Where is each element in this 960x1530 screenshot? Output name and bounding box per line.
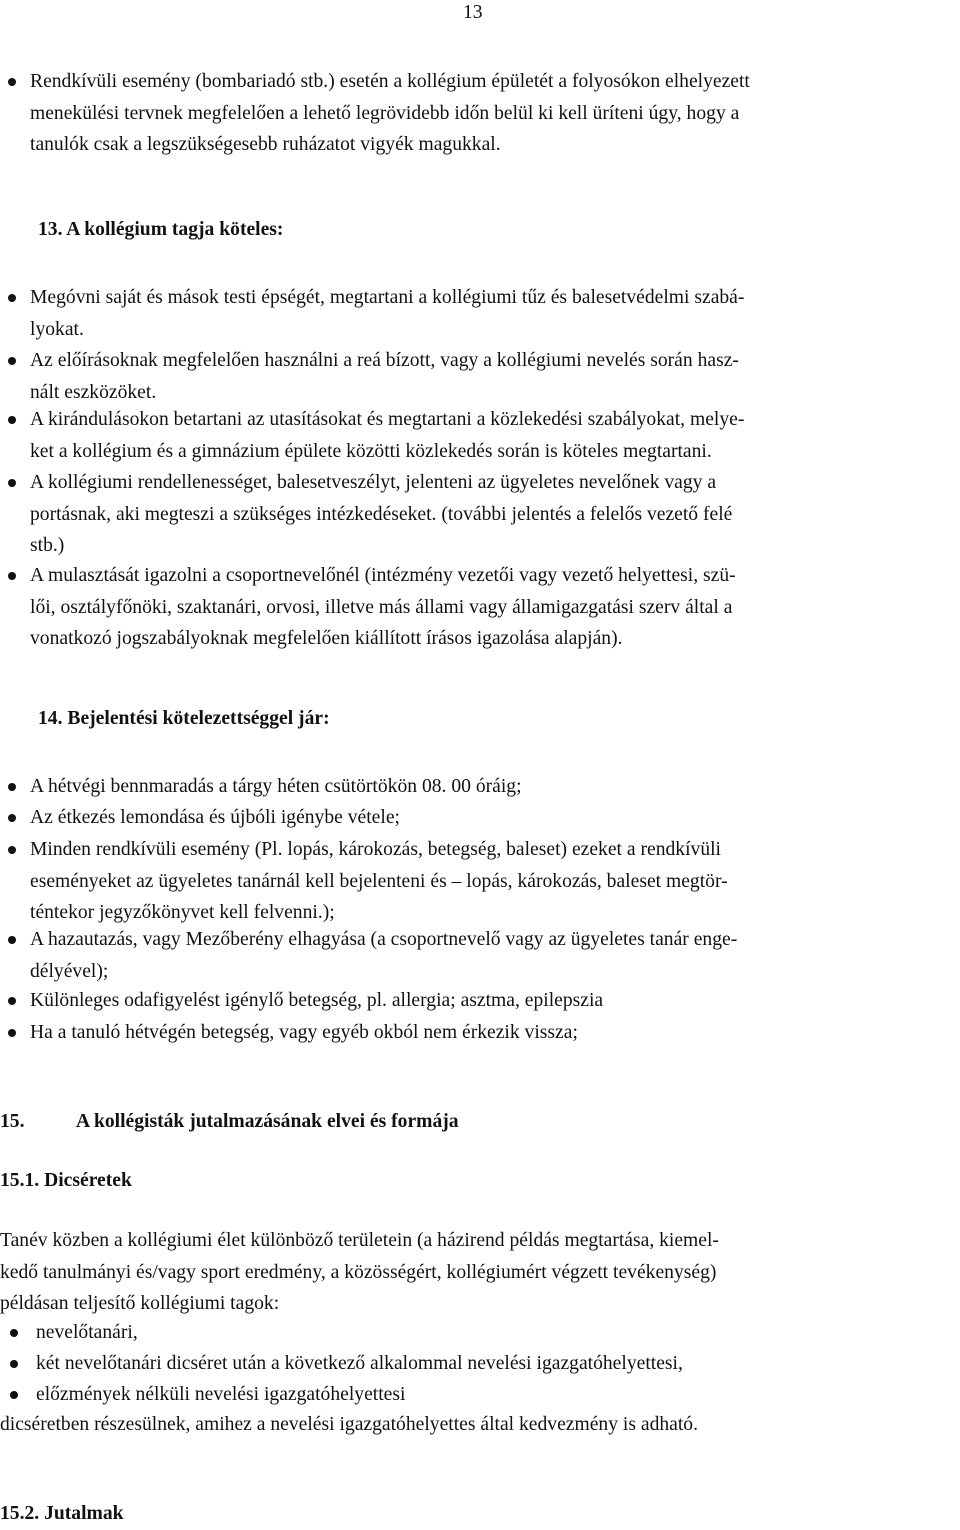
text-line: kedő tanulmányi és/vagy sport eredmény, a közösségért, kollégiumért végzett tevékenység) <box>0 1261 717 1283</box>
bullet-icon <box>8 572 16 580</box>
bullet-icon <box>8 416 16 424</box>
text-line: Rendkívüli esemény (bombariadó stb.) esetén a kollégium épületét a folyosókon elhelyezett <box>30 71 750 92</box>
section-15-1-heading: 15.1. Dicséretek <box>0 1170 132 1191</box>
text-line: A kollégiumi rendellenességet, balesetveszélyt, jelenteni az ügyeletes nevelőnek vagy a <box>30 472 717 493</box>
bullet-icon <box>8 997 16 1005</box>
text-line: A hazautazás, vagy Mezőberény elhagyása (a csoportnevelő vagy az ügyeletes tanár enge- <box>30 929 738 950</box>
section-15-1-paragraph <box>0 1225 719 1320</box>
text-line: Különleges odafigyelést igénylő betegség, pl. allergia; asztma, epilepszia <box>30 990 604 1011</box>
text-line: Tanév közben a kollégiumi élet különböző területein (a házirend példás megtartása, kiemel- <box>0 1230 719 1251</box>
bullet-icon <box>8 78 16 86</box>
bullet-icon <box>10 1360 18 1368</box>
text-line: stb.) <box>30 535 65 556</box>
bullet-icon <box>10 1329 18 1337</box>
bullet-icon <box>8 357 16 365</box>
bullet-icon <box>8 846 16 854</box>
text-line: délyével); <box>30 960 109 982</box>
text-line: Minden rendkívüli esemény (Pl. lopás, károkozás, betegség, baleset) ezeket a rendkívüli <box>30 839 722 860</box>
bullet-icon <box>8 814 16 822</box>
text-line: két nevelőtanári dicséret után a következő alkalommal nevelési igazgatóhelyettesi, <box>36 1353 683 1374</box>
text-line: Ha a tanuló hétvégén betegség, vagy egyéb okból nem érkezik vissza; <box>30 1022 578 1043</box>
section-14-heading: 14. Bejelentési kötelezettséggel jár: <box>38 708 330 729</box>
text-line: A mulasztását igazolni a csoportnevelőnél (intézmény vezetői vagy vezető helyettesi, szü- <box>30 565 736 586</box>
bullet-icon <box>8 294 16 302</box>
text-line: téntekor jegyzőkönyvet kell felvenni.); <box>30 902 335 923</box>
text-line: menekülési tervnek megfelelően a lehető legrövidebb időn belül ki kell üríteni úgy, hogy a <box>30 102 740 124</box>
text-line: lői, osztályfőnöki, szaktanári, orvosi, illetve más állami vagy államigazgatási szerv által a <box>30 596 733 618</box>
bullet-icon <box>8 783 16 791</box>
text-line: lyokat. <box>30 318 84 340</box>
bullet-icon <box>8 1029 16 1037</box>
text-line: példásan teljesítő kollégiumi tagok: <box>0 1293 280 1314</box>
text-line: eseményeket az ügyeletes tanárnál kell bejelenteni és – lopás, károkozás, baleset megtör- <box>30 870 728 892</box>
text-line: Megóvni saját és mások testi épségét, megtartani a kollégiumi tűz és balesetvédelmi szabá- <box>30 287 745 308</box>
text-line: vonatkozó jogszabályoknak megfelelően kiállított írásos igazolása alapján). <box>30 628 623 649</box>
text-line: ket a kollégium és a gimnázium épülete közötti közlekedés során is köteles megtartani. <box>30 440 712 462</box>
section-13-heading: 13. A kollégium tagja köteles: <box>38 219 284 240</box>
text-line: nált eszközöket. <box>30 381 157 403</box>
text-line: portásnak, aki megteszi a szükséges intézkedéseket. (további jelentés a felelős vezető felé <box>30 503 733 525</box>
section-15-1-closing: dicséretben részesülnek, amihez a nevelési igazgatóhelyettes által kedvezmény is adható. <box>0 1414 698 1435</box>
text-line: Az étkezés lemondása és újbóli igénybe vétele; <box>30 807 400 828</box>
bullet-icon <box>8 479 16 487</box>
text-line: nevelőtanári, <box>36 1322 138 1343</box>
text-line: A hétvégi bennmaradás a tárgy héten csütörtökön 08. 00 óráig; <box>30 776 522 797</box>
text-line: Az előírásoknak megfelelően használni a reá bízott, vagy a kollégiumi nevelés során hasz- <box>30 350 739 371</box>
section-15-heading: A kollégisták jutalmazásának elvei és formája <box>76 1111 459 1132</box>
text-line: tanulók csak a legszükségesebb ruházatot vigyék magukkal. <box>30 134 501 155</box>
section-15-2-heading: 15.2. Jutalmak <box>0 1503 124 1524</box>
page-number: 13 <box>463 2 483 23</box>
text-line: előzmények nélküli nevelési igazgatóhelyettesi <box>36 1384 406 1405</box>
text-line: A kirándulásokon betartani az utasításokat és megtartani a közlekedési szabályokat, melye- <box>30 409 745 430</box>
bullet-icon <box>8 936 16 944</box>
bullet-icon <box>10 1391 18 1399</box>
section-15-number: 15. <box>0 1111 25 1132</box>
